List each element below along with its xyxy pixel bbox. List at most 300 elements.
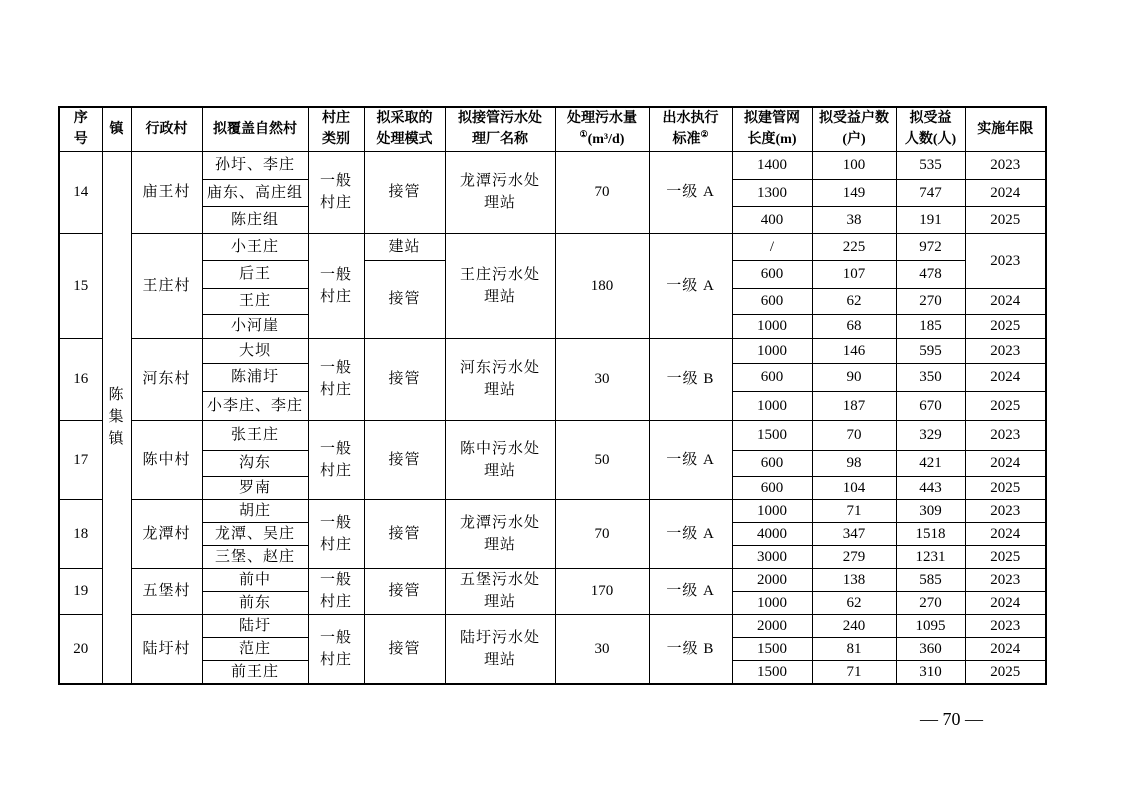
cell-treatment-mode	[364, 260, 445, 338]
header-village-type-line1: 村庄	[322, 111, 350, 127]
cell-pipe-length	[732, 420, 812, 450]
cell-year-text: 2023	[990, 571, 1021, 588]
cell-households-text: 98	[846, 455, 862, 471]
cell-year-text: 2023	[990, 157, 1021, 173]
cell-plant-name-text: 河东污水处理站	[459, 360, 540, 398]
cell-natural-village-text: 孙圩、李庄	[214, 157, 295, 173]
cell-people	[896, 568, 965, 591]
sewage-plan-table	[58, 106, 1047, 685]
cell-treatment-mode-text: 接管	[388, 371, 421, 387]
cell-admin-village-text: 庙王村	[142, 184, 191, 200]
cell-households	[812, 450, 896, 476]
cell-treatment-mode-text: 接管	[388, 640, 421, 657]
cell-seq	[59, 151, 102, 233]
cell-volume	[555, 568, 649, 614]
cell-people-text: 310	[919, 663, 942, 680]
cell-treatment-mode	[364, 233, 445, 260]
cell-year	[965, 545, 1046, 568]
cell-seq	[59, 568, 102, 614]
cell-people-text: 350	[919, 369, 942, 385]
cell-year	[965, 614, 1046, 637]
cell-households	[812, 522, 896, 545]
header-plant-name-line2: 理厂名称	[472, 132, 528, 148]
cell-people	[896, 233, 965, 260]
cell-plant-name	[445, 420, 555, 499]
cell-natural-village	[202, 151, 308, 179]
cell-standard-text: 一级 B	[666, 640, 715, 657]
cell-households	[812, 288, 896, 314]
cell-standard	[649, 499, 732, 568]
cell-people	[896, 314, 965, 338]
cell-natural-village-text: 张王庄	[230, 427, 279, 443]
cell-plant-name	[445, 614, 555, 684]
cell-households	[812, 338, 896, 363]
cell-natural-village-text: 前王庄	[230, 663, 279, 680]
cell-volume	[555, 614, 649, 684]
cell-plant-name-text: 五堡污水处理站	[459, 572, 540, 610]
header-town-text: 镇	[109, 121, 124, 137]
cell-standard	[649, 614, 732, 684]
cell-standard-text: 一级 A	[666, 583, 715, 599]
cell-pipe-length-text: 600	[760, 369, 784, 385]
cell-natural-village-text: 大坝	[238, 342, 271, 359]
header-pipe-length-line2: 长度(m)	[747, 132, 797, 148]
cell-households	[812, 545, 896, 568]
cell-seq-text: 15	[73, 277, 89, 294]
cell-natural-village-text: 三堡、赵庄	[214, 548, 295, 565]
cell-pipe-length-text: 600	[760, 266, 784, 282]
cell-natural-village	[202, 499, 308, 522]
cell-village-type-text: 一般村庄	[319, 629, 352, 668]
header-volume-line1: 处理污水量	[567, 111, 637, 127]
cell-households-text: 107	[842, 266, 866, 282]
cell-year	[965, 499, 1046, 522]
cell-people-text: 191	[919, 211, 942, 228]
cell-year	[965, 206, 1046, 233]
cell-volume-text: 180	[590, 277, 614, 294]
cell-volume	[555, 151, 649, 233]
header-seq-line1: 序	[73, 111, 88, 127]
cell-village-type-text: 一般村庄	[319, 360, 352, 398]
cell-people-text: 595	[919, 342, 942, 359]
header-pipe-length	[732, 107, 812, 151]
cell-year	[965, 288, 1046, 314]
cell-year	[965, 522, 1046, 545]
cell-households-text: 38	[846, 211, 862, 228]
cell-year-text: 2024	[990, 369, 1021, 385]
cell-households	[812, 151, 896, 179]
cell-standard	[649, 568, 732, 614]
cell-treatment-mode-text: 接管	[388, 583, 421, 599]
cell-year-text: 2023	[990, 252, 1021, 269]
cell-admin-village	[131, 614, 202, 684]
header-village-type	[308, 107, 364, 151]
header-households-line2: (户)	[842, 132, 866, 148]
cell-households	[812, 179, 896, 206]
cell-natural-village-text: 小王庄	[230, 238, 279, 255]
cell-natural-village	[202, 522, 308, 545]
cell-admin-village	[131, 420, 202, 499]
cell-pipe-length-text: 1000	[757, 397, 787, 414]
cell-pipe-length	[732, 660, 812, 684]
cell-treatment-mode	[364, 338, 445, 420]
header-town	[102, 107, 131, 151]
cell-pipe-length-text: /	[769, 238, 775, 255]
cell-standard-text: 一级 B	[666, 371, 715, 387]
cell-natural-village-text: 胡庄	[238, 502, 271, 519]
cell-natural-village-text: 沟东	[238, 455, 271, 471]
cell-pipe-length	[732, 233, 812, 260]
cell-natural-village-text: 陈庄组	[230, 211, 279, 228]
cell-natural-village-text: 范庄	[238, 640, 271, 657]
cell-standard	[649, 151, 732, 233]
cell-people-text: 670	[919, 397, 942, 414]
cell-year	[965, 476, 1046, 499]
cell-treatment-mode	[364, 420, 445, 499]
cell-year	[965, 363, 1046, 391]
cell-seq	[59, 233, 102, 338]
cell-pipe-length	[732, 206, 812, 233]
cell-admin-village-text: 龙潭村	[142, 525, 191, 542]
cell-year-text: 2025	[990, 211, 1021, 228]
cell-village-type	[308, 614, 364, 684]
cell-year	[965, 420, 1046, 450]
cell-natural-village	[202, 545, 308, 568]
cell-households	[812, 420, 896, 450]
cell-households-text: 71	[846, 663, 862, 680]
cell-pipe-length-text: 1300	[757, 184, 787, 201]
cell-households-text: 187	[842, 397, 866, 414]
cell-treatment-mode-text: 接管	[388, 525, 421, 542]
cell-treatment-mode-text: 接管	[388, 451, 421, 468]
cell-volume	[555, 420, 649, 499]
cell-households-text: 146	[842, 342, 866, 359]
header-natural-village	[202, 107, 308, 151]
cell-people	[896, 450, 965, 476]
cell-pipe-length	[732, 499, 812, 522]
cell-people-text: 535	[919, 157, 942, 173]
cell-natural-village	[202, 391, 308, 420]
cell-year	[965, 591, 1046, 614]
cell-households-text: 279	[842, 548, 866, 565]
cell-natural-village	[202, 637, 308, 660]
cell-people	[896, 151, 965, 179]
cell-households	[812, 499, 896, 522]
cell-village-type-text: 一般村庄	[319, 440, 352, 479]
cell-seq-text: 20	[73, 640, 89, 657]
header-treatment-mode-line1: 拟采取的	[376, 111, 433, 127]
cell-people-text: 443	[919, 479, 942, 496]
cell-households	[812, 233, 896, 260]
cell-households-text: 70	[846, 427, 862, 443]
cell-year-text: 2025	[990, 548, 1021, 565]
cell-year	[965, 233, 1046, 288]
cell-year-text: 2025	[990, 318, 1021, 334]
cell-admin-village-text: 陈中村	[142, 451, 191, 468]
cell-households	[812, 614, 896, 637]
cell-standard-text: 一级 A	[666, 525, 715, 542]
header-natural-village-text: 拟覆盖自然村	[213, 121, 297, 137]
cell-households	[812, 391, 896, 420]
header-pipe-length-line1: 拟建管网	[744, 111, 800, 127]
cell-seq-text: 18	[73, 525, 89, 542]
cell-natural-village-text: 陆圩	[238, 617, 271, 634]
cell-year-text: 2023	[990, 342, 1021, 359]
cell-pipe-length	[732, 591, 812, 614]
cell-households	[812, 206, 896, 233]
cell-year-text: 2025	[990, 479, 1021, 496]
cell-volume-text: 50	[594, 451, 610, 468]
cell-households	[812, 476, 896, 499]
cell-admin-village-text: 五堡村	[142, 583, 191, 599]
cell-seq	[59, 420, 102, 499]
cell-people	[896, 363, 965, 391]
cell-households-text: 100	[842, 157, 866, 173]
cell-village-type	[308, 568, 364, 614]
cell-treatment-mode	[364, 568, 445, 614]
cell-year-text: 2024	[990, 455, 1021, 471]
cell-treatment-mode	[364, 614, 445, 684]
cell-pipe-length-text: 1400	[757, 157, 787, 173]
cell-village-type-text: 一般村庄	[319, 266, 352, 305]
cell-seq-text: 14	[73, 184, 89, 200]
cell-people	[896, 179, 965, 206]
cell-pipe-length	[732, 151, 812, 179]
cell-seq	[59, 499, 102, 568]
cell-volume-text: 70	[594, 184, 610, 200]
cell-plant-name-text: 陆圩污水处理站	[459, 629, 540, 668]
cell-year-text: 2025	[990, 397, 1021, 414]
cell-people	[896, 476, 965, 499]
cell-people-text: 185	[919, 318, 942, 334]
cell-volume	[555, 499, 649, 568]
header-volume	[555, 107, 649, 151]
header-people	[896, 107, 965, 151]
header-standard-line2: 标准	[672, 132, 701, 148]
cell-people	[896, 420, 965, 450]
table-row	[59, 151, 1046, 179]
cell-people	[896, 391, 965, 420]
cell-year	[965, 568, 1046, 591]
cell-admin-village-text: 河东村	[142, 371, 191, 387]
cell-people	[896, 545, 965, 568]
cell-natural-village	[202, 614, 308, 637]
header-treatment-mode-line2: 处理模式	[376, 132, 433, 148]
cell-people	[896, 338, 965, 363]
cell-people	[896, 614, 965, 637]
cell-people	[896, 637, 965, 660]
cell-village-type	[308, 499, 364, 568]
cell-natural-village	[202, 363, 308, 391]
cell-pipe-length-text: 3000	[757, 548, 787, 565]
cell-natural-village	[202, 568, 308, 591]
cell-town-text: 陈集镇	[108, 387, 125, 447]
cell-natural-village	[202, 314, 308, 338]
cell-people-text: 309	[919, 502, 942, 519]
cell-pipe-length-text: 600	[760, 293, 784, 309]
cell-people-text: 270	[919, 293, 942, 309]
cell-pipe-length	[732, 522, 812, 545]
cell-year	[965, 391, 1046, 420]
cell-pipe-length-text: 1000	[757, 502, 787, 519]
cell-plant-name	[445, 499, 555, 568]
cell-households	[812, 660, 896, 684]
cell-pipe-length-text: 4000	[757, 525, 787, 542]
cell-households-text: 347	[842, 525, 866, 542]
cell-households	[812, 591, 896, 614]
cell-year-text: 2024	[990, 525, 1021, 542]
cell-people	[896, 288, 965, 314]
cell-village-type	[308, 338, 364, 420]
cell-pipe-length	[732, 391, 812, 420]
header-households-line1: 拟受益户数	[819, 111, 889, 127]
cell-pipe-length	[732, 314, 812, 338]
cell-pipe-length	[732, 260, 812, 288]
cell-pipe-length	[732, 545, 812, 568]
cell-admin-village	[131, 338, 202, 420]
cell-households-text: 225	[842, 238, 866, 255]
cell-volume-text: 70	[594, 525, 610, 542]
cell-pipe-length-text: 400	[760, 211, 784, 228]
cell-households-text: 62	[846, 293, 862, 309]
cell-natural-village-text: 小河崖	[230, 318, 279, 334]
header-row	[59, 107, 1046, 151]
cell-natural-village-text: 前中	[238, 571, 271, 588]
header-standard	[649, 107, 732, 151]
cell-year-text: 2023	[990, 502, 1021, 519]
cell-year	[965, 637, 1046, 660]
cell-pipe-length-text: 1000	[757, 318, 787, 334]
cell-admin-village-text: 王庄村	[142, 277, 191, 294]
cell-standard	[649, 420, 732, 499]
cell-year	[965, 151, 1046, 179]
header-people-line1: 拟受益	[909, 111, 952, 127]
cell-year-text: 2023	[990, 617, 1021, 634]
header-plant-name	[445, 107, 555, 151]
cell-plant-name-text: 王庄污水处理站	[459, 266, 540, 305]
cell-pipe-length	[732, 614, 812, 637]
cell-treatment-mode	[364, 151, 445, 233]
cell-households	[812, 363, 896, 391]
cell-people	[896, 522, 965, 545]
cell-people-text: 360	[919, 640, 942, 657]
cell-volume-text: 170	[590, 583, 614, 599]
cell-volume-text: 30	[594, 371, 610, 387]
cell-people-text: 585	[919, 571, 942, 588]
cell-year-text: 2024	[990, 293, 1021, 309]
cell-households-text: 90	[846, 369, 862, 385]
cell-standard	[649, 338, 732, 420]
table-row	[59, 233, 1046, 260]
cell-year-text: 2024	[990, 184, 1021, 201]
cell-people-text: 972	[919, 238, 942, 255]
cell-households-text: 68	[846, 318, 862, 334]
cell-natural-village	[202, 660, 308, 684]
cell-pipe-length	[732, 363, 812, 391]
cell-natural-village	[202, 591, 308, 614]
cell-pipe-length	[732, 288, 812, 314]
header-admin-village-text: 行政村	[145, 121, 188, 137]
table-row	[59, 420, 1046, 450]
cell-standard-text: 一级 A	[666, 277, 715, 294]
cell-natural-village	[202, 476, 308, 499]
cell-pipe-length	[732, 637, 812, 660]
cell-admin-village	[131, 499, 202, 568]
cell-admin-village-text: 陆圩村	[142, 640, 191, 657]
cell-pipe-length	[732, 450, 812, 476]
cell-pipe-length	[732, 568, 812, 591]
header-seq	[59, 107, 102, 151]
cell-year	[965, 338, 1046, 363]
cell-seq-text: 19	[73, 583, 89, 599]
table-row	[59, 499, 1046, 522]
cell-plant-name-text: 龙潭污水处理站	[459, 514, 540, 553]
cell-year	[965, 179, 1046, 206]
cell-village-type	[308, 233, 364, 338]
table-row	[59, 338, 1046, 363]
cell-village-type-text: 一般村庄	[319, 514, 352, 553]
cell-natural-village	[202, 338, 308, 363]
cell-people	[896, 499, 965, 522]
cell-volume	[555, 338, 649, 420]
cell-plant-name	[445, 151, 555, 233]
cell-natural-village-text: 陈浦圩	[230, 369, 279, 385]
cell-village-type	[308, 420, 364, 499]
cell-people-text: 747	[919, 184, 942, 201]
cell-volume-text: 30	[594, 640, 610, 657]
cell-natural-village	[202, 260, 308, 288]
table-body	[59, 151, 1046, 684]
cell-seq-text: 16	[73, 371, 89, 387]
cell-plant-name-text: 陈中污水处理站	[459, 440, 540, 479]
cell-volume	[555, 233, 649, 338]
cell-people	[896, 591, 965, 614]
cell-pipe-length	[732, 179, 812, 206]
cell-natural-village-text: 庙东、高庄组	[206, 184, 303, 201]
cell-natural-village-text: 前东	[238, 594, 271, 611]
cell-pipe-length-text: 600	[760, 455, 784, 471]
cell-natural-village-text: 王庄	[238, 293, 271, 309]
page-number: — 70 —	[920, 709, 983, 729]
cell-natural-village-text: 后王	[238, 266, 271, 282]
table-row	[59, 614, 1046, 637]
cell-natural-village-text: 龙潭、吴庄	[214, 525, 295, 542]
cell-natural-village	[202, 288, 308, 314]
cell-seq	[59, 614, 102, 684]
cell-pipe-length-text: 600	[760, 479, 784, 496]
cell-people-text: 270	[919, 594, 942, 611]
cell-standard	[649, 233, 732, 338]
cell-pipe-length-text: 1000	[757, 342, 787, 359]
cell-natural-village-text: 罗南	[238, 479, 271, 496]
cell-pipe-length	[732, 338, 812, 363]
header-village-type-line2: 类别	[322, 132, 350, 148]
cell-pipe-length-text: 1500	[757, 663, 787, 680]
header-volume-unit: (m³/d)	[587, 132, 625, 148]
header-standard-line1: 出水执行	[662, 111, 719, 127]
cell-town	[102, 151, 131, 684]
cell-village-type-text: 一般村庄	[319, 572, 352, 610]
cell-natural-village	[202, 233, 308, 260]
cell-natural-village	[202, 206, 308, 233]
cell-pipe-length-text: 2000	[757, 617, 787, 634]
cell-households-text: 138	[842, 571, 866, 588]
cell-year	[965, 450, 1046, 476]
cell-treatment-mode-text: 接管	[388, 291, 421, 307]
header-year	[965, 107, 1046, 151]
cell-pipe-length-text: 1500	[757, 427, 787, 443]
cell-households	[812, 314, 896, 338]
